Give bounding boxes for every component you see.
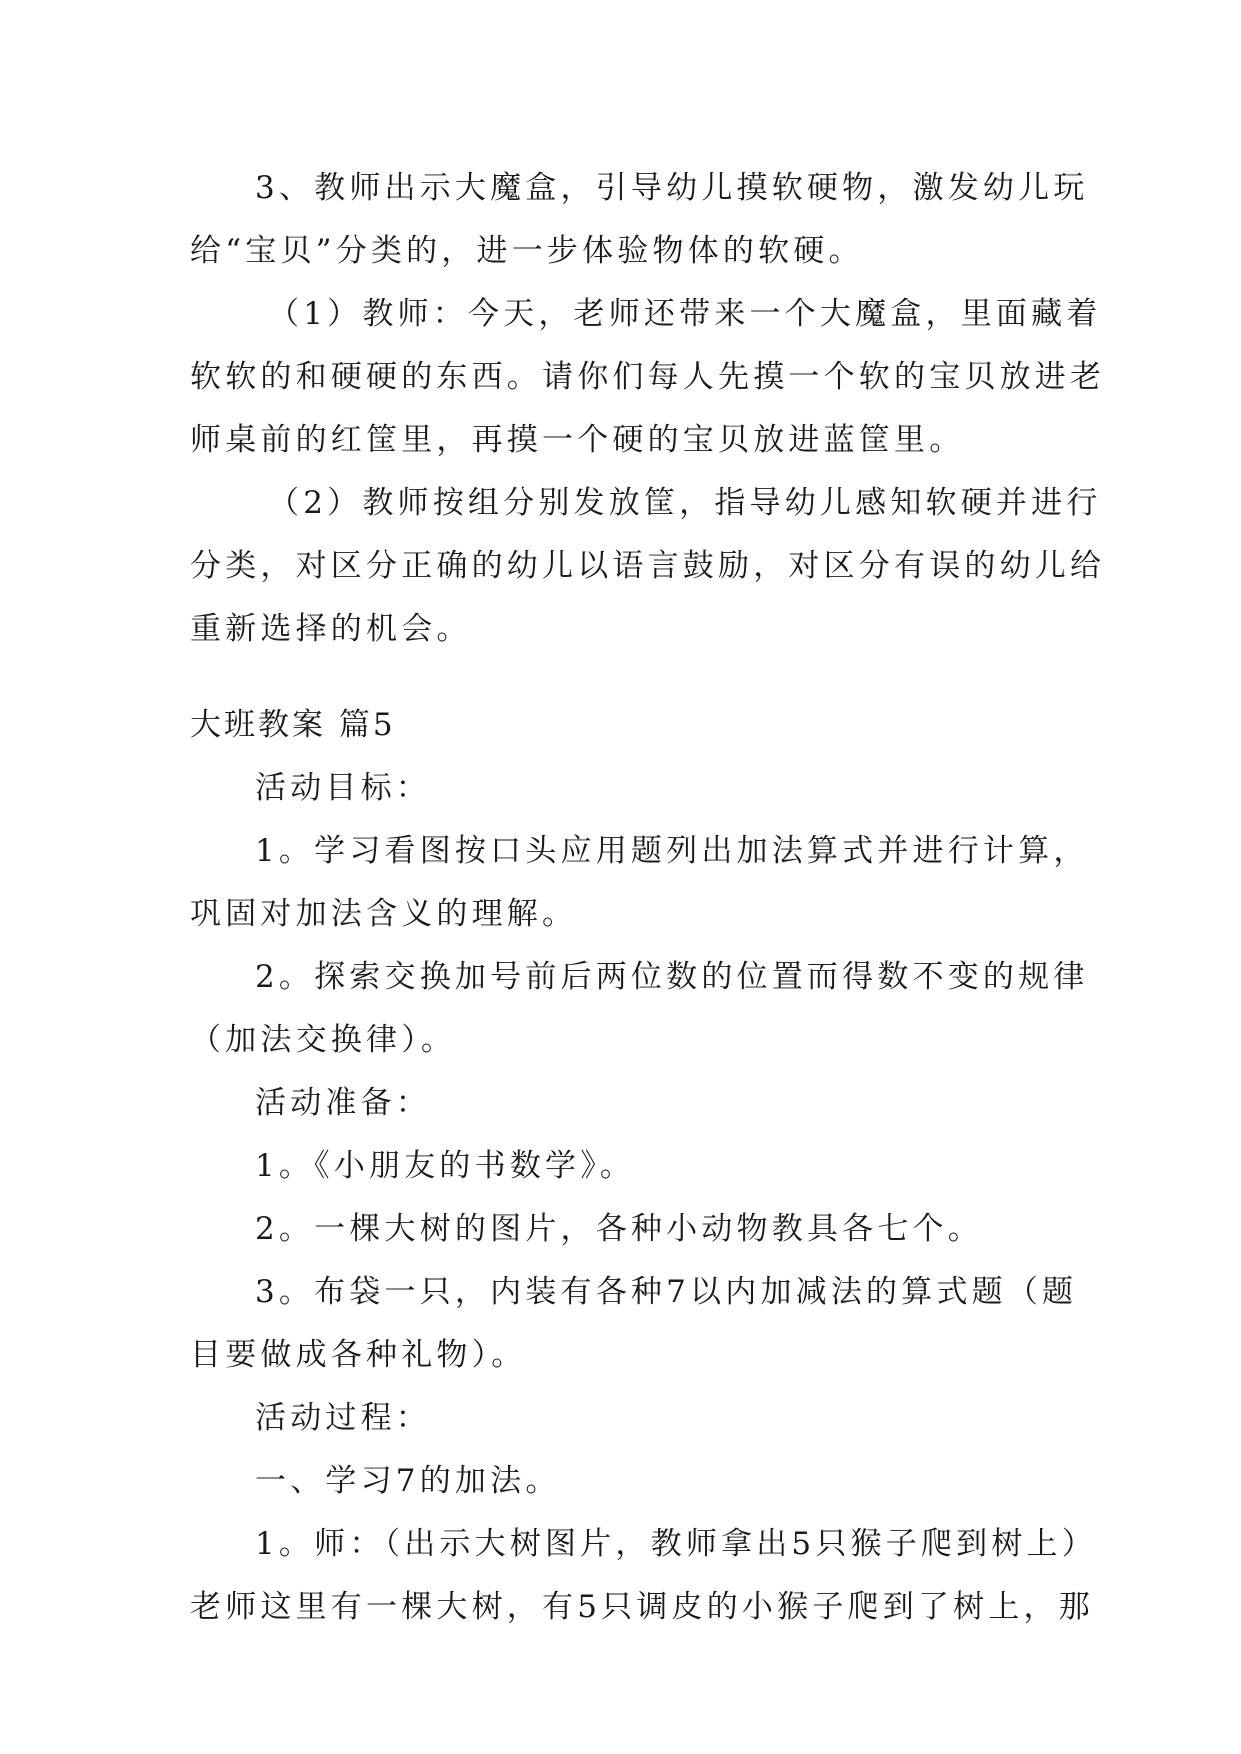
text-line: 目要做成各种礼物）。 (190, 1337, 527, 1373)
text-line: 1。学习看图按口头应用题列出加法算式并进行计算， (255, 833, 1089, 869)
text-line: 活动目标： (255, 770, 431, 806)
text-line: 3。布袋一只，内装有各种7以内加减法的算式题（题 (255, 1274, 1078, 1310)
text-line: 2。一棵大树的图片，各种小动物教具各七个。 (255, 1211, 983, 1247)
text-line: 软软的和硬硬的东西。请你们每人先摸一个软的宝贝放进老 (190, 359, 1106, 395)
text-line: 师桌前的红筐里，再摸一个硬的宝贝放进蓝筐里。 (190, 422, 965, 458)
text-line: 活动过程： (255, 1400, 431, 1436)
text-line: 重新选择的机会。 (190, 611, 472, 647)
section-heading: 大班教案 篇5 (190, 707, 396, 743)
text-line: 活动准备： (255, 1085, 431, 1121)
text-line: 1。师：（出示大树图片，教师拿出5只猴子爬到树上） (255, 1526, 1097, 1562)
text-line: 2。探索交换加号前后两位数的位置而得数不变的规律 (255, 959, 1089, 995)
text-line: （加法交换律）。 (190, 1022, 457, 1058)
text-line: 给“宝贝”分类的，进一步体验物体的软硬。 (190, 233, 864, 269)
text-line: 3、教师出示大魔盒，引导幼儿摸软硬物，激发幼儿玩 (255, 170, 1089, 206)
text-line: （2）教师按组分别发放筐，指导幼儿感知软硬并进行 (268, 485, 1102, 521)
text-line: 1。《小朋友的书数学》。 (255, 1148, 636, 1184)
text-line: 分类，对区分正确的幼儿以语言鼓励，对区分有误的幼儿给 (190, 548, 1106, 584)
text-line: 一、学习7的加法。 (255, 1463, 561, 1499)
text-line: 老师这里有一棵大树，有5只调皮的小猴子爬到了树上，那 (190, 1589, 1094, 1625)
text-line: 巩固对加法含义的理解。 (190, 896, 578, 932)
text-line: （1）教师：今天，老师还带来一个大魔盒，里面藏着 (268, 296, 1102, 332)
